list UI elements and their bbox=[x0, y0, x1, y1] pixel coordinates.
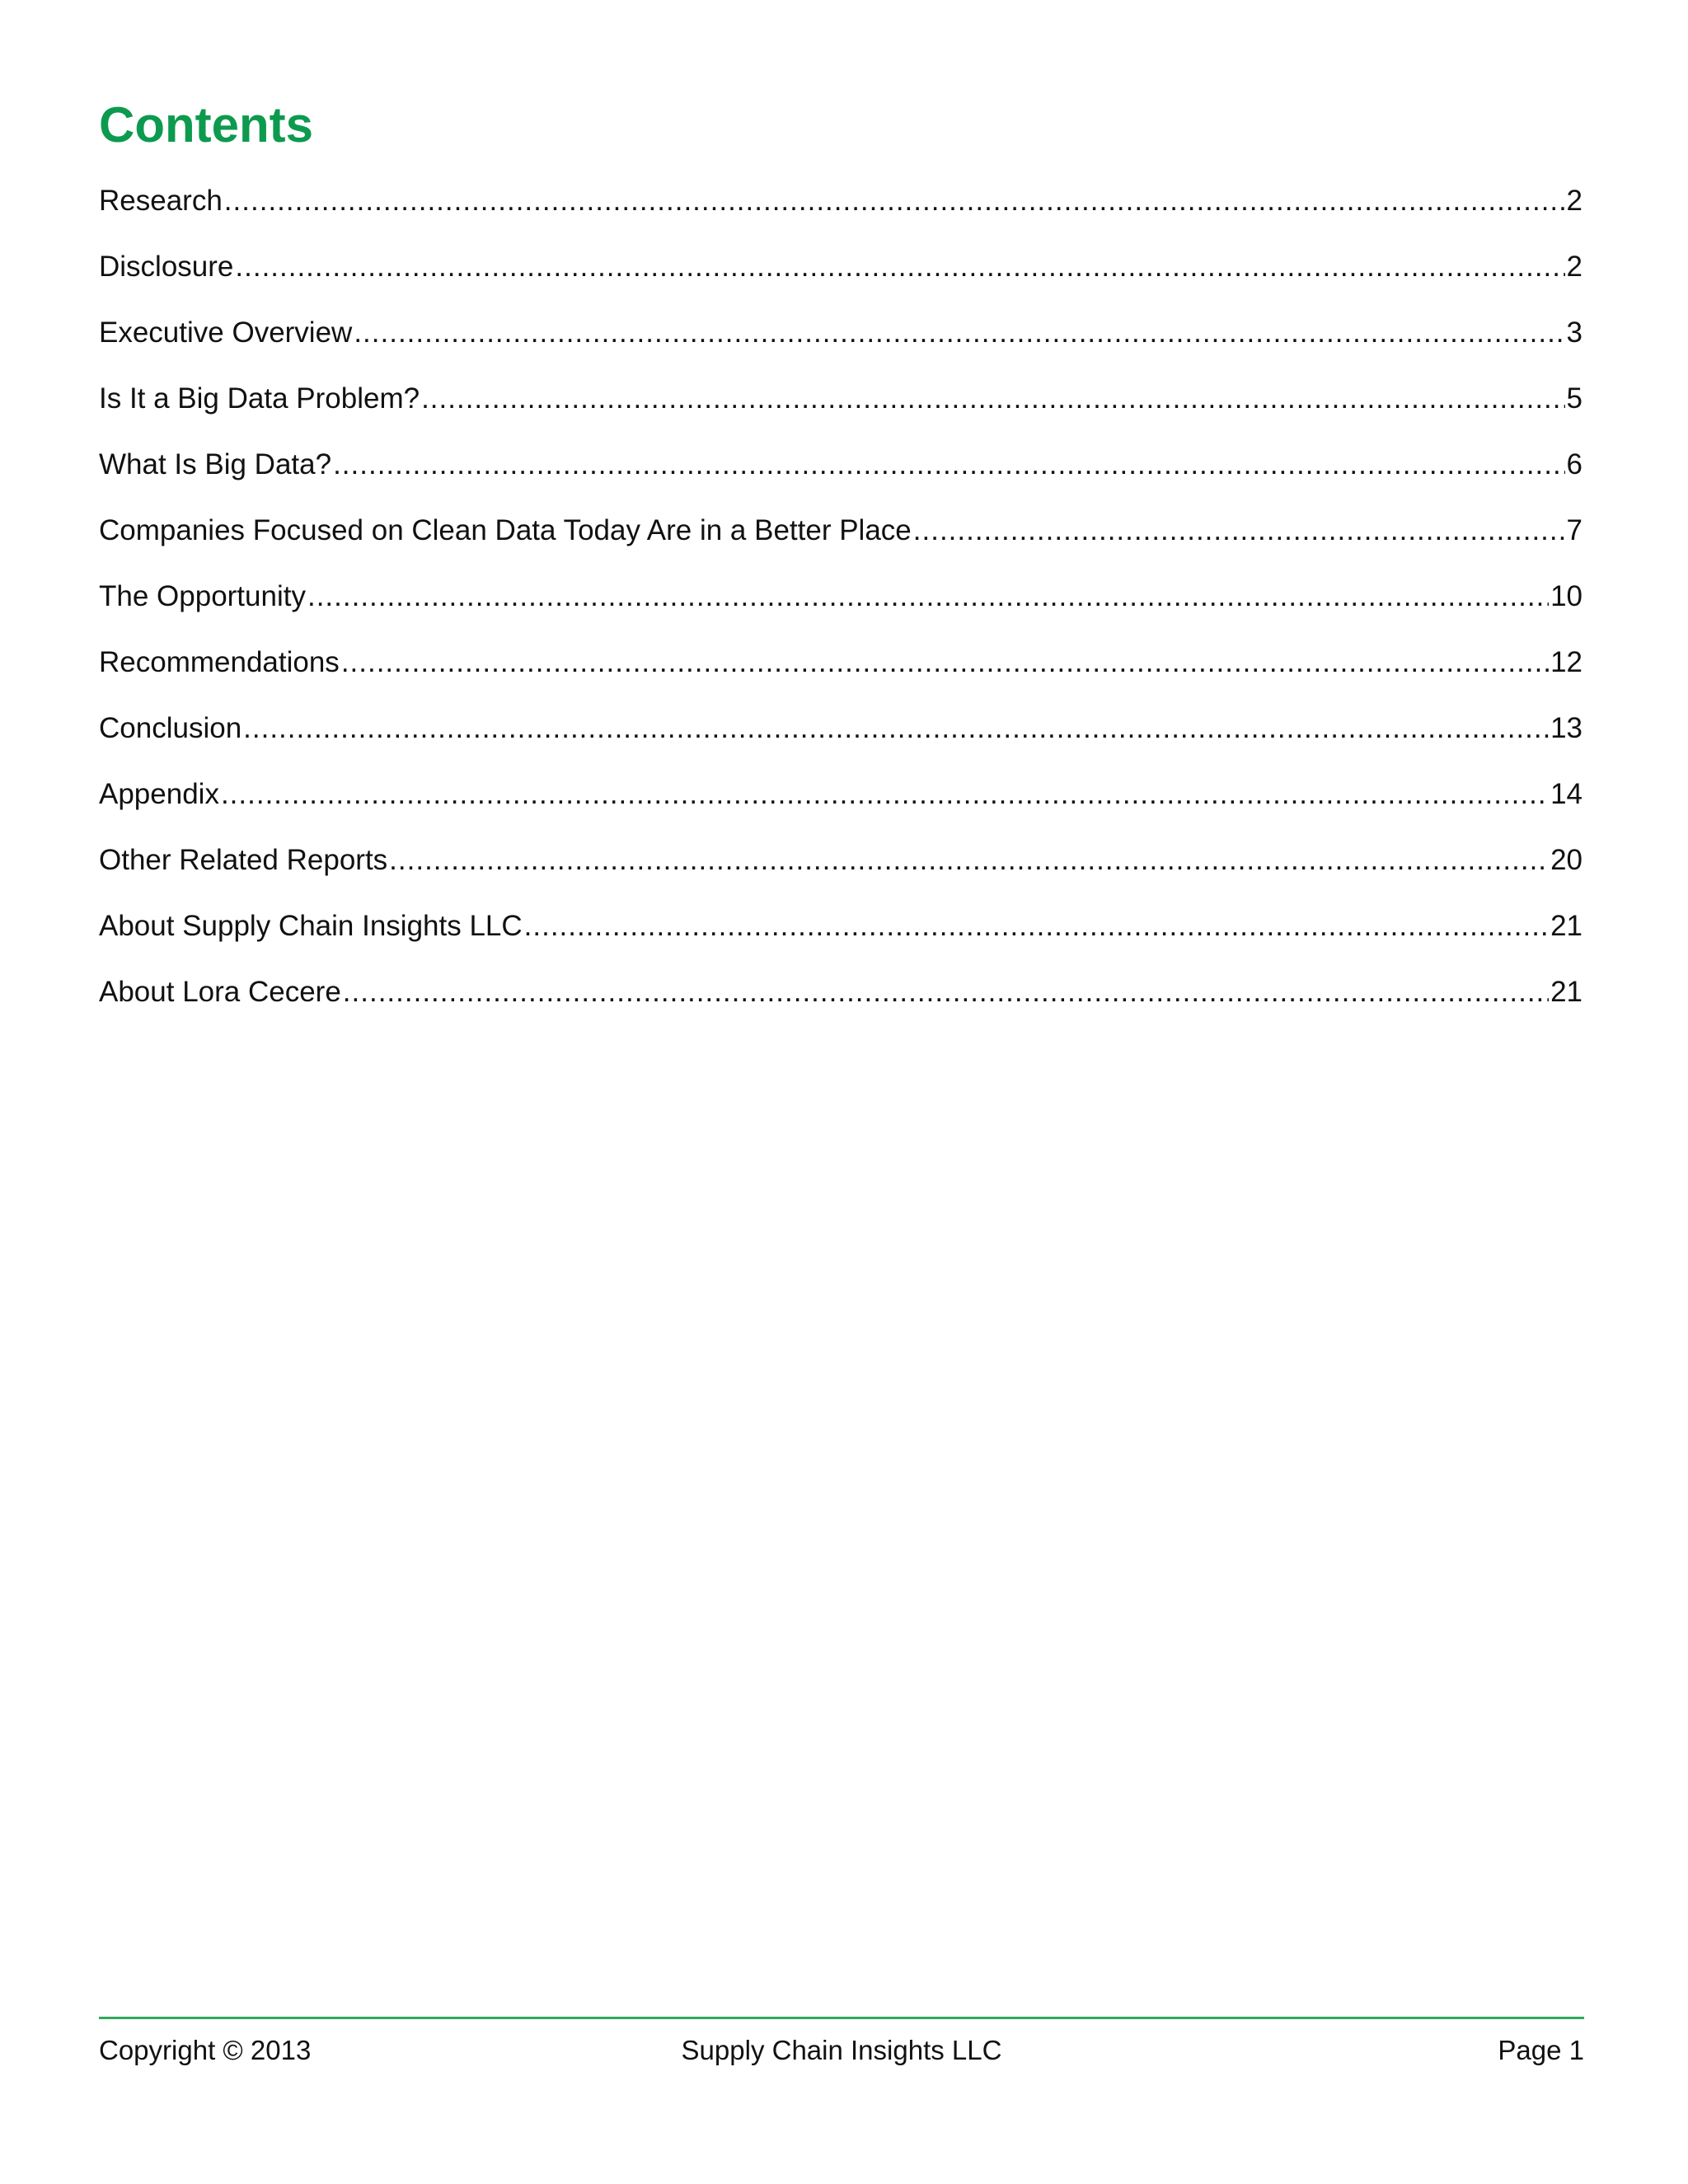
dot-leader bbox=[421, 376, 1564, 422]
toc-entry-label: Appendix bbox=[99, 778, 219, 810]
toc-entry-recommendations[interactable] bbox=[99, 640, 1582, 705]
dot-leader bbox=[221, 771, 1549, 818]
toc-entry-what-is-big-data[interactable] bbox=[99, 442, 1582, 508]
toc-entry-label: Recommendations bbox=[99, 646, 340, 678]
toc-entry-page: 3 bbox=[1566, 316, 1582, 349]
toc-entry-label: Conclusion bbox=[99, 712, 242, 744]
toc-entry-label: The Opportunity bbox=[99, 580, 306, 612]
toc-entry-label: Disclosure bbox=[99, 251, 234, 283]
toc-entry-opportunity[interactable] bbox=[99, 574, 1582, 640]
toc-entry-big-data-problem[interactable] bbox=[99, 376, 1582, 442]
toc-entry-label: About Lora Cecere bbox=[99, 976, 341, 1008]
toc-entry-page: 7 bbox=[1566, 514, 1582, 546]
toc-entry-page: 21 bbox=[1550, 976, 1582, 1008]
toc-entry-other-related-reports[interactable] bbox=[99, 837, 1582, 903]
toc-entry-label: Companies Focused on Clean Data Today Are in a Better Place bbox=[99, 514, 912, 546]
footer-divider bbox=[99, 2017, 1584, 2019]
toc-entry-label: Is It a Big Data Problem? bbox=[99, 382, 420, 415]
toc-entry-label: Research bbox=[99, 185, 223, 217]
dot-leader bbox=[389, 837, 1549, 883]
dot-leader bbox=[307, 574, 1549, 620]
toc-entry-about-company[interactable] bbox=[99, 903, 1582, 969]
toc-entry-label: Other Related Reports bbox=[99, 844, 388, 876]
toc-entry-about-author[interactable] bbox=[99, 969, 1582, 1035]
footer-company: Supply Chain Insights LLC bbox=[681, 2035, 1002, 2065]
toc-entry-page: 12 bbox=[1550, 646, 1582, 678]
toc-entry-page: 21 bbox=[1550, 910, 1582, 942]
toc-entry-page: 2 bbox=[1566, 251, 1582, 283]
toc-entry-page: 20 bbox=[1550, 844, 1582, 876]
footer-copyright: Copyright © 2013 bbox=[99, 2035, 312, 2065]
toc-entry-appendix[interactable] bbox=[99, 771, 1582, 837]
toc-entry-clean-data[interactable] bbox=[99, 508, 1582, 574]
dot-leader bbox=[524, 903, 1549, 949]
dot-leader bbox=[224, 178, 1565, 224]
dot-leader bbox=[243, 705, 1549, 752]
dot-leader bbox=[333, 442, 1564, 488]
toc-entry-page: 6 bbox=[1566, 448, 1582, 480]
dot-leader bbox=[235, 244, 1564, 290]
toc-entry-page: 13 bbox=[1550, 712, 1582, 744]
dot-leader bbox=[913, 508, 1565, 554]
toc-entry-page: 2 bbox=[1566, 185, 1582, 217]
toc-entry-executive-overview[interactable] bbox=[99, 310, 1582, 376]
toc-entry-page: 14 bbox=[1550, 778, 1582, 810]
page-footer bbox=[99, 2032, 1584, 2069]
toc-entry-disclosure[interactable] bbox=[99, 244, 1582, 310]
dot-leader bbox=[341, 640, 1549, 686]
toc-entry-label: What Is Big Data? bbox=[99, 448, 332, 480]
page-title: Contents bbox=[99, 97, 313, 152]
toc-entry-label: Executive Overview bbox=[99, 316, 353, 349]
toc-entry-conclusion[interactable] bbox=[99, 705, 1582, 771]
toc-entry-page: 5 bbox=[1566, 382, 1582, 415]
dot-leader bbox=[343, 969, 1549, 1015]
toc-entry-research[interactable] bbox=[99, 178, 1582, 244]
footer-page-number: Page 1 bbox=[1498, 2035, 1584, 2065]
dot-leader bbox=[354, 310, 1564, 356]
table-of-contents bbox=[99, 178, 1582, 1035]
toc-entry-label: About Supply Chain Insights LLC bbox=[99, 910, 523, 942]
toc-entry-page: 10 bbox=[1550, 580, 1582, 612]
